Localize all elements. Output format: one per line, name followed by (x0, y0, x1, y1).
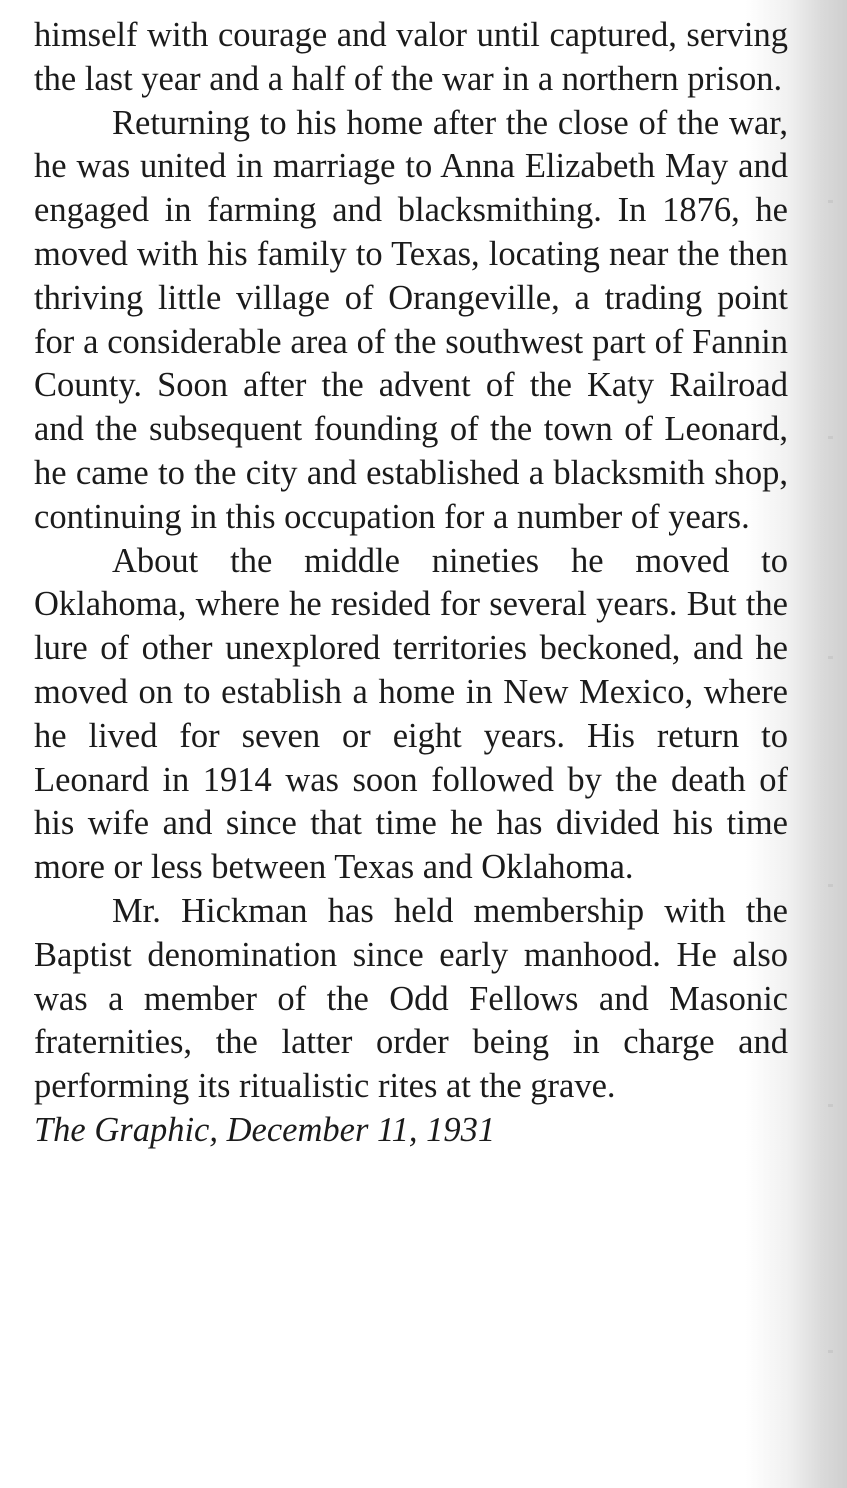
page-edge-mark (828, 884, 833, 887)
page-edge-mark (828, 656, 833, 659)
page-edge-mark (828, 1350, 833, 1353)
article-text (34, 14, 788, 1153)
page-edge-mark (828, 200, 833, 203)
page-edge-mark (828, 1104, 833, 1107)
page-edge-mark (828, 436, 833, 439)
paragraph-marriage-and-texas: Returning to his home after the close of the war, he was united in marriage to Anna Elizabeth May and engaged in farming and blacksmithing. In 1876, he moved with his family to Texas, locating near the then thriving little village of Orangeville, a trading point for a considerable area of the southwest part of Fannin County. Soon after the advent of the Katy Railroad and the subsequent founding of the town of Leonard, he came to the city and established a blacksmith shop, continuing in this occupation for a number of years. (34, 103, 788, 536)
paragraph-war-service: himself with courage and valor until captured, serving the last year and a half of the war in a northern prison. (34, 16, 788, 98)
paragraph-memberships: Mr. Hickman has held membership with the Baptist denomination since early manhood. He also was a member of the Odd Fellows and Masonic fraternities, the latter order being in charge and performing its ritualistic rites at the grave. (34, 891, 788, 1106)
paragraph-oklahoma-new-mexico: About the middle nineties he moved to Oklahoma, where he resided for several years. But the lure of other unexplored territories beckoned, and he moved on to establish a home in New Mexico, where he lived for seven or eight years. His return to Leonard in 1914 was soon followed by the death of his wife and since that time he has divided his time more or less between Texas and Oklahoma. (34, 541, 788, 887)
source-citation: The Graphic, December 11, 1931 (34, 1110, 496, 1149)
